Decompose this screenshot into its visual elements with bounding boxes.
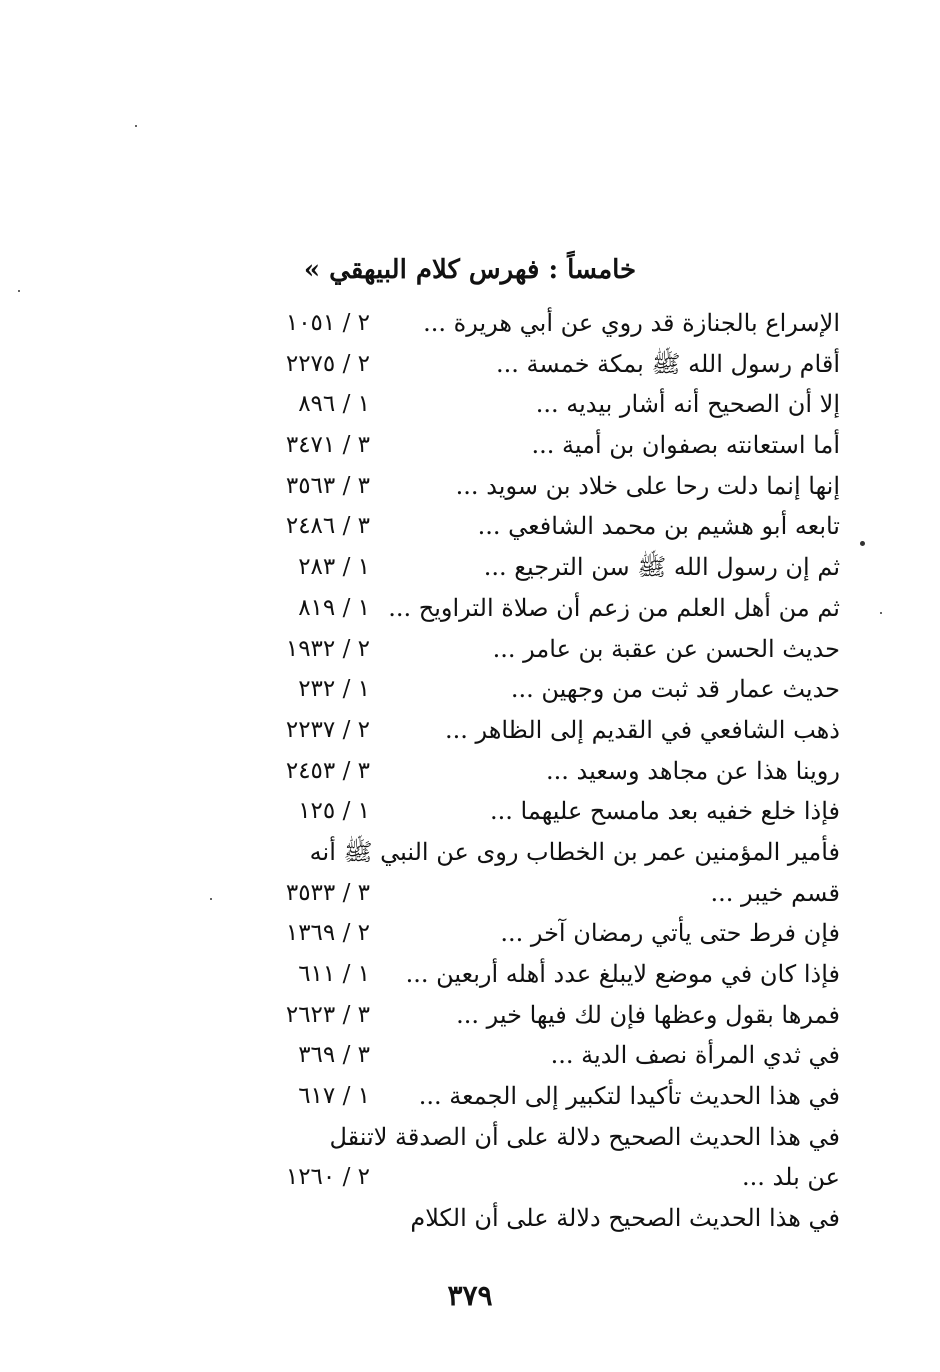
entry-text: في ثدي المرأة نصف الدية ...	[550, 1041, 840, 1070]
index-entry	[240, 629, 840, 670]
entry-reference: ٣ / ٣٥٣٣	[285, 879, 370, 906]
index-entry	[240, 791, 840, 832]
entry-text: إنها إنما دلت رحا على خلاد بن سويد ...	[455, 471, 840, 500]
index-entry	[240, 913, 840, 954]
index-entry	[240, 303, 840, 344]
entry-text: فإذا خلع خفيه بعد مامسح عليهما ...	[490, 797, 840, 826]
entry-reference: ٢ / ١٩٣٢	[285, 635, 370, 662]
index-entry	[240, 506, 840, 547]
entry-reference: ٣ / ٢٤٥٣	[285, 757, 370, 784]
index-entry	[240, 1035, 840, 1076]
index-entry	[240, 873, 840, 914]
entry-text: حديث عمار قد ثبت من وجهين ...	[510, 675, 840, 704]
entry-reference: ١ / ٢٣٢	[298, 676, 370, 703]
entry-reference: ٣ / ٢٤٨٦	[285, 513, 370, 540]
entry-reference: ١ / ٦١٧	[298, 1083, 370, 1110]
entry-reference: ١ / ٢٨٣	[298, 554, 370, 581]
index-entry	[240, 384, 840, 425]
entry-reference: ٢ / ٢٢٧٥	[285, 350, 370, 377]
entry-reference: ٢ / ٢٢٣٧	[285, 716, 370, 743]
index-entry	[240, 995, 840, 1036]
index-entry	[240, 344, 840, 385]
index-entry	[240, 669, 840, 710]
entry-text: روينا هذا عن مجاهد وسعيد ...	[546, 756, 840, 785]
entry-reference: ١ / ٦١١	[298, 961, 370, 987]
entry-text: تابعه أبو هشيم بن محمد الشافعي ...	[477, 512, 840, 541]
entry-text: ذهب الشافعي في القديم إلى الظاهر ...	[444, 715, 840, 744]
index-entry	[240, 588, 840, 629]
index-entry	[240, 466, 840, 507]
entry-text: إلا أن الصحيح أنه أشار بيديه ...	[535, 390, 840, 419]
entry-reference: ٣ / ٣٤٧١	[285, 432, 370, 459]
entry-reference: ١ / ١٢٥	[298, 798, 370, 825]
entry-text: فأمير المؤمنين عمر بن الخطاب روى عن النبي ﷺ أنه	[309, 837, 840, 866]
index-entry	[240, 954, 840, 995]
entry-text: الإسراع بالجنازة قد روي عن أبي هريرة ...	[423, 309, 840, 337]
print-speck	[18, 290, 20, 292]
print-speck	[860, 541, 865, 546]
entry-text: ثم من أهل العلم من زعم أن صلاة التراويح ...	[388, 593, 840, 622]
entry-text: فإذا كان في موضع لايبلغ عدد أهله أربعين ...	[405, 960, 840, 988]
entry-reference: ٢ / ١٣٦٩	[285, 920, 370, 947]
entry-reference: ٣ / ٣٦٩	[298, 1042, 370, 1069]
page-number: ٣٧٩	[447, 1279, 493, 1312]
print-speck	[210, 898, 212, 900]
entry-text: في هذا الحديث الصحيح دلالة على أن الصدقة لاتنقل	[329, 1122, 840, 1151]
entry-reference: ٢ / ١٠٥١	[285, 310, 370, 336]
index-entry	[240, 832, 840, 873]
entry-text: قسم خيبر ...	[710, 878, 840, 907]
entry-text: في هذا الحديث تأكيدا لتكبير إلى الجمعة ...	[418, 1082, 840, 1111]
entry-text: أما استعانته بصفوان بن أمية ...	[531, 431, 840, 460]
index-entry	[240, 710, 840, 751]
index-entry	[240, 1117, 840, 1158]
index-entry	[240, 547, 840, 588]
entry-reference: ٢ / ١٢٦٠	[285, 1164, 370, 1191]
index-entry	[240, 1076, 840, 1117]
index-entry	[240, 751, 840, 792]
index-entry	[240, 1198, 840, 1239]
section-title: خامساً : فهرس كلام البيهقي »	[303, 255, 637, 285]
entry-text: في هذا الحديث الصحيح دلالة على أن الكلام	[410, 1204, 840, 1233]
entry-text: أقام رسول الله ﷺ بمكة خمسة ...	[496, 349, 840, 378]
entry-text: ثم إن رسول الله ﷺ سن الترجيع ...	[483, 553, 840, 582]
entry-reference: ١ / ٨١٩	[298, 594, 370, 621]
entry-text: عن بلد ...	[742, 1163, 840, 1192]
entry-reference: ٣ / ٢٦٢٣	[285, 1001, 370, 1028]
index-entry	[240, 425, 840, 466]
print-speck	[880, 612, 882, 614]
entry-text: حديث الحسن عن عقبة بن عامر ...	[492, 634, 840, 663]
print-speck	[135, 125, 137, 127]
entry-text: فمرها بقول وعظها فإن لك فيها خير ...	[456, 1000, 840, 1029]
entry-reference: ١ / ٨٩٦	[298, 391, 370, 418]
index-entry	[240, 1157, 840, 1198]
entry-reference: ٣ / ٣٥٦٣	[285, 472, 370, 499]
index-list	[240, 303, 840, 1239]
entry-text: فإن فرط حتى يأتي رمضان آخر ...	[500, 919, 840, 948]
